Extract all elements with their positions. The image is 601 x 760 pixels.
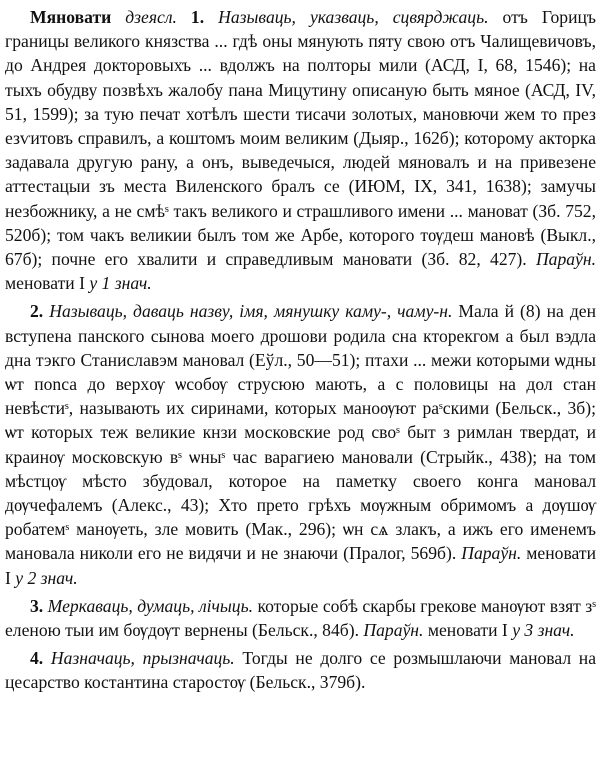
sense-citations: которые собѣ скарбы грекове манѹют взят зˢ еленою тыи им бѹдѹт вернены (Бельск., 84б). xyxy=(5,595,596,641)
cross-reference-sense: у 3 знач. xyxy=(512,620,575,641)
sense-1 xyxy=(5,5,596,295)
sense-4 xyxy=(5,646,596,694)
sense-citations: Мала й (8) на ден вступена панского сынова моего дрошови родила сна кторекгом а был вэдла дна тэкго Станиславэм манoвал (Еўл., 50—51); птахи ... межи которыми ѡдны ѡт поnса до верхѹ ѡсобѹ струсюю мають, а с половицы на дол стан невѣстиˢ, называють их сиринами, которых маноѹют раˢскими (Бельск., 3б); ѡт которых теж великие кнзи московские род своˢ быт з римлан твердат, и краинѹ московскую вˢ ѡныˢ час варагиею мановали (Стрыйк., 438); на том мѣстцѹ мѣсто збудовал, которое на пaметку своего конга мановал дѹчефалемъ (Алекс., 43); Хто прето грѣхъ мѹжным обримомъ а дѹшѹ робатемˢ манѹеть, зле мовить (Мак., 296); ѡн сѧ злакъ, а ижъ его именемъ манoвала николи его не видячи и не знаючи (Пралог, 569б). xyxy=(5,301,596,564)
cross-reference-label: Параўн. xyxy=(461,543,522,564)
cross-reference-sense: у 2 знач. xyxy=(15,567,78,588)
sense-number: 2. xyxy=(30,301,44,322)
sense-number: 1. xyxy=(190,7,205,27)
sense-citations: отъ Горицъ границы великого князства ... гдѣ оны мянують пяту свою отъ Чалищевичовъ, до Андрея докторовыхъ ... вдолжъ на полторы мили (АСД, I, 68, 1546); на тыхъ обудву позвѣхъ жалобу пана Мицутину описаную быть мяное (АСД, IV, 51, 1599); за тую печат хотѣлъ шести тисачи золотых, мановючи жем то през езѵитовъ справилъ, а коштомъ моим великим (Дыяр., 162б); которому акторка задавала другую рану, а онъ, выведечыся, людей мяновалъ и на привезене аттестацыи зъ места Виленского бралъ се (ИЮМ, IX, 341, 1638); замучы незбожнику, а не смѣˢ такъ великого и страшливого имени ... мановат (Зб. 752, 520б); том чакъ великии былъ том же Арбе, которого тѹдеш мановѣ (Выкл., 67б); почне его хвалити и справедливым мановати (Зб. 82, 427). xyxy=(5,7,597,270)
cross-reference-label: Параўн. xyxy=(535,249,596,270)
sense-number: 4. xyxy=(30,648,44,669)
cross-reference-word: меновати I xyxy=(5,543,596,588)
cross-reference-label: Параўн. xyxy=(363,620,424,641)
cross-reference-sense: у 1 знач. xyxy=(89,273,152,294)
sense-3 xyxy=(5,594,596,642)
sense-number: 3. xyxy=(30,595,44,616)
sense-definition: Назначаць, прызначаць. xyxy=(50,648,235,669)
cross-reference-word: меновати I xyxy=(5,273,90,294)
headword: Мяновати xyxy=(30,7,112,27)
sense-definition: Называць, указваць, сцвярджаць. xyxy=(218,7,489,27)
sense-definition: Называць, даваць назву, імя, мянушку каму-, чаму-н. xyxy=(49,301,453,322)
sense-definition: Меркаваць, думаць, лічыць. xyxy=(47,595,254,616)
sense-2 xyxy=(5,299,596,589)
dictionary-entry xyxy=(5,5,596,695)
grammar-label: дзеясл. xyxy=(125,7,177,27)
cross-reference-word: меновати I xyxy=(423,620,513,641)
sense-citations: Тогды не долго се розмышлаючи мановал на цесарство костантина старостѹ (Бельск., 379б). xyxy=(5,648,597,693)
